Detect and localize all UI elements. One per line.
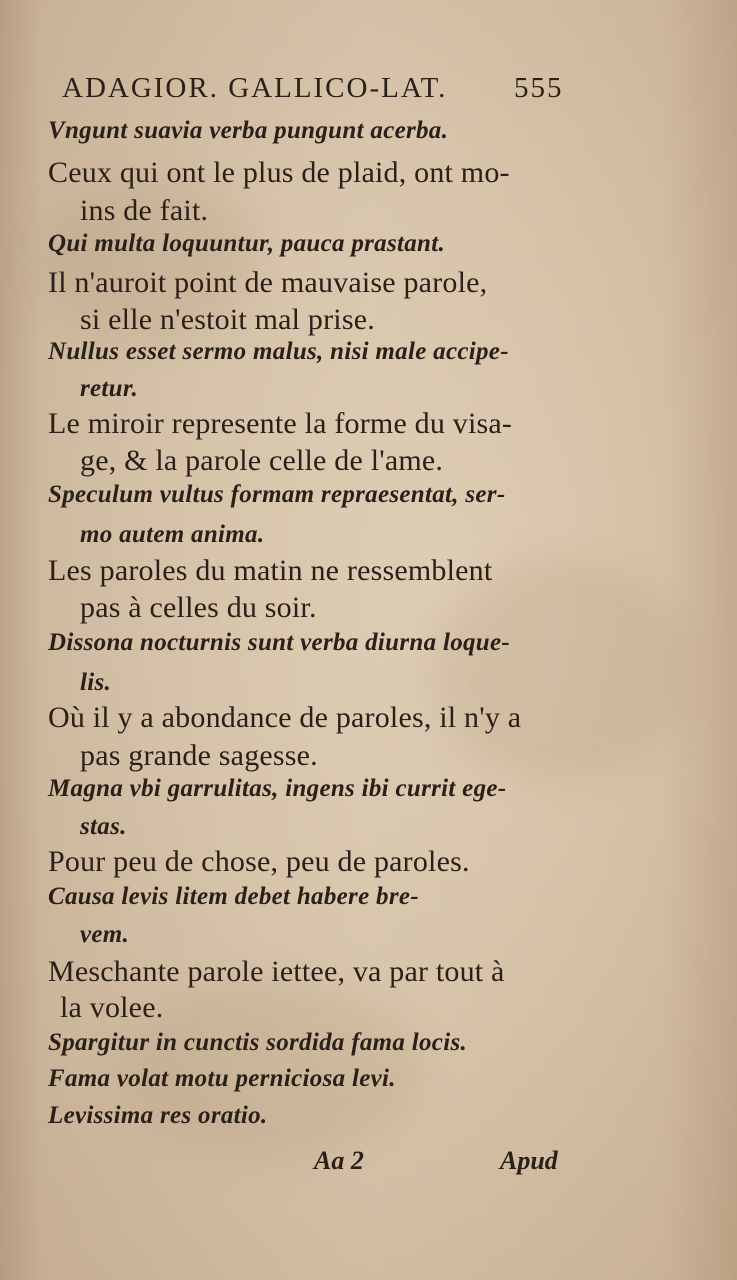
signature-mark: Aa 2 bbox=[314, 1146, 364, 1175]
page-number: 555 bbox=[514, 72, 564, 104]
text-line: pas grande sagesse. bbox=[80, 739, 318, 772]
text-line: Spargitur in cunctis sordida fama locis. bbox=[48, 1029, 468, 1056]
text-line: Pour peu de chose, peu de paroles. bbox=[48, 845, 470, 878]
text-line: Speculum vultus formam repraesentat, ser- bbox=[48, 481, 506, 508]
text-line: Causa levis litem debet habere bre- bbox=[48, 883, 419, 910]
text-line: Magna vbi garrulitas, ingens ibi currit ege- bbox=[48, 775, 507, 802]
text-line: Dissona nocturnis sunt verba diurna loque- bbox=[48, 629, 511, 656]
text-line: Fama volat motu perniciosa levi. bbox=[48, 1065, 396, 1092]
text-line: Meschante parole iettee, va par tout à bbox=[48, 955, 505, 988]
text-line: lis. bbox=[80, 669, 112, 696]
text-line: retur. bbox=[80, 375, 139, 402]
text-line: pas à celles du soir. bbox=[80, 591, 317, 624]
text-line: Où il y a abondance de paroles, il n'y a bbox=[48, 701, 522, 734]
catchword: Apud bbox=[500, 1146, 558, 1175]
text-line: Nullus esset sermo malus, nisi male accipe- bbox=[48, 338, 509, 365]
text-line: Ceux qui ont le plus de plaid, ont mo- bbox=[48, 156, 510, 189]
text-line: Il n'auroit point de mauvaise parole, bbox=[48, 266, 488, 299]
text-line: stas. bbox=[80, 813, 127, 840]
text-line: Levissima res oratio. bbox=[48, 1102, 268, 1129]
text-line: Vngunt suavia verba pungunt acerba. bbox=[48, 117, 449, 144]
text-line: mo autem anima. bbox=[80, 521, 265, 548]
text-line: Les paroles du matin ne ressemblent bbox=[48, 554, 493, 587]
text-line: la volee. bbox=[60, 991, 164, 1024]
text-line: ge, & la parole celle de l'ame. bbox=[80, 444, 444, 477]
text-line: si elle n'estoit mal prise. bbox=[80, 303, 375, 336]
text-line: Le miroir represente la forme du visa- bbox=[48, 407, 513, 440]
text-line: vem. bbox=[80, 921, 130, 948]
text-line: ins de fait. bbox=[80, 194, 209, 227]
text-line: Qui multa loquuntur, pauca prastant. bbox=[48, 230, 446, 257]
running-title: ADAGIOR. GALLICO-LAT. bbox=[62, 72, 448, 104]
paper-stain bbox=[430, 560, 690, 780]
